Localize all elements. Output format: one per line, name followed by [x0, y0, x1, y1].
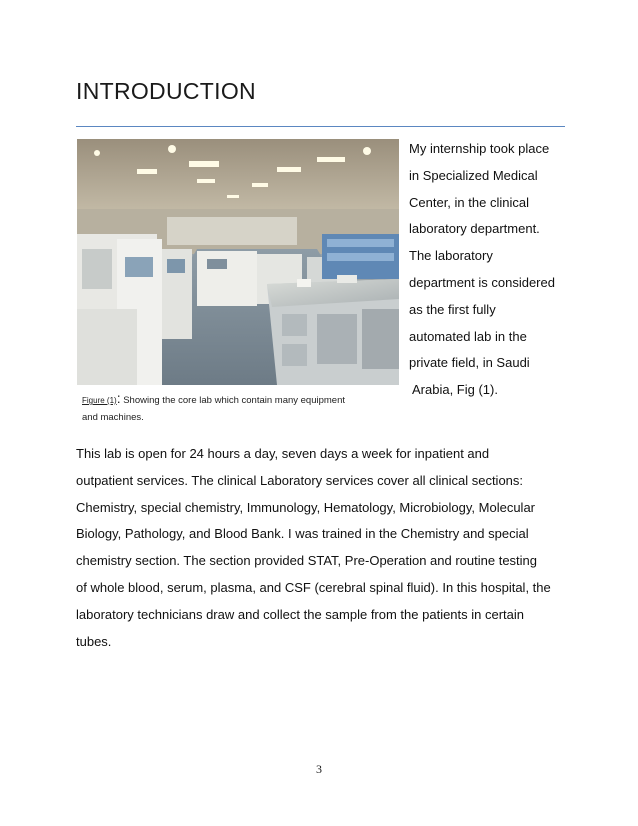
- body-line: outpatient services. The clinical Laboratory services cover all clinical sections:: [76, 472, 524, 488]
- side-line: Arabia, Fig (1).: [412, 382, 498, 398]
- side-paragraph: [409, 136, 569, 404]
- body-line: tubes.: [76, 633, 112, 649]
- caption-line-2: and machines.: [82, 412, 144, 423]
- lab-photo: [77, 139, 399, 385]
- body-line: chemistry section. The section provided STAT, Pre-Operation and routine testing: [76, 553, 538, 569]
- page-number: 3: [316, 762, 322, 776]
- side-line: laboratory department.: [409, 221, 540, 237]
- side-line: My internship took place: [409, 141, 550, 156]
- side-line: private field, in Saudi: [409, 355, 530, 371]
- section-heading: INTRODUCTION: [76, 78, 256, 104]
- figure-label: Figure (1): [82, 396, 117, 405]
- side-line: Center, in the clinical: [409, 194, 529, 210]
- figure-caption: [82, 390, 392, 426]
- side-line: automated lab in the: [409, 328, 527, 344]
- body-line: of whole blood, serum, plasma, and CSF (cerebral spinal fluid). In this hospital, the: [76, 579, 551, 595]
- heading-rule: [76, 126, 565, 127]
- body-line: This lab is open for 24 hours a day, seven days a week for inpatient and: [76, 446, 490, 461]
- body-line: Biology, Pathology, and Blood Bank. I was trained in the Chemistry and special: [76, 526, 529, 542]
- body-paragraph: [76, 441, 568, 655]
- side-line: in Specialized Medical: [409, 167, 538, 183]
- side-line: as the first fully: [409, 301, 496, 317]
- caption-line-1: Showing the core lab which contain many equipment: [120, 395, 346, 406]
- side-line: The laboratory: [409, 248, 493, 264]
- figure-colon: :: [116, 390, 121, 406]
- lab-photo-icon: [77, 139, 399, 385]
- side-line: department is considered: [409, 274, 555, 290]
- body-line: laboratory technicians draw and collect the sample from the patients in certain: [76, 606, 525, 622]
- body-line: Chemistry, special chemistry, Immunology, Hematology, Microbiology, Molecular: [76, 499, 535, 515]
